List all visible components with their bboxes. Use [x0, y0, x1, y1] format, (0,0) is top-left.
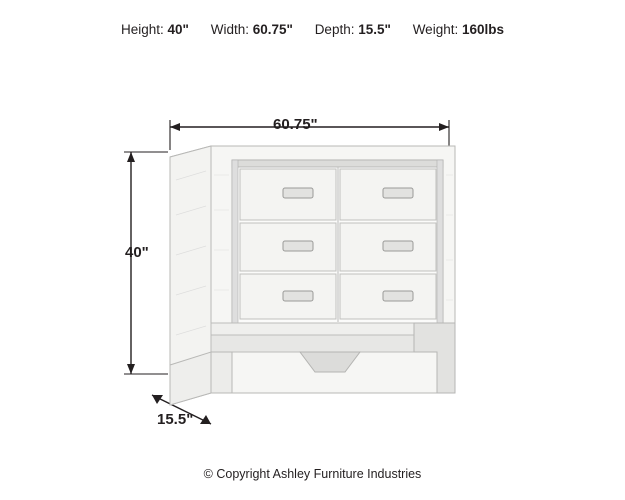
drawer-pull-5 [283, 291, 313, 301]
spec-label-height: Height: [120, 22, 164, 37]
spec-value-weight: 160lbs [461, 22, 505, 37]
plinth-front [211, 335, 443, 352]
left-front-leg [211, 352, 232, 393]
spec-value-height: 40" [167, 22, 189, 37]
height-dimension-label: 40" [125, 244, 149, 261]
spec-value-depth: 15.5" [358, 22, 391, 37]
drawer-block-left-trim [232, 160, 238, 323]
spec-label-weight: Weight: [412, 22, 459, 37]
drawer-pull-2 [383, 188, 413, 198]
drawer-block-right-trim [437, 160, 443, 323]
copyright-notice: © Copyright Ashley Furniture Industries [203, 467, 422, 481]
base-rail [211, 323, 443, 335]
width-dimension-label: 60.75" [273, 116, 318, 133]
spec-label-depth: Depth: [314, 22, 355, 37]
drawer-pull-4 [383, 241, 413, 251]
drawer-pull-3 [283, 241, 313, 251]
drawer-block-top-trim [232, 160, 443, 167]
width-arrow-head-left [170, 123, 180, 131]
dresser-body [170, 146, 455, 405]
height-arrow-head-top [127, 152, 135, 162]
spec-label-width: Width: [210, 22, 249, 37]
height-arrow-head-bottom [127, 364, 135, 374]
depth-dimension-label: 15.5" [157, 411, 194, 428]
drawer-pull-1 [283, 188, 313, 198]
width-arrow-head-right [439, 123, 449, 131]
spec-value-width: 60.75" [252, 22, 293, 37]
drawer-pull-6 [383, 291, 413, 301]
